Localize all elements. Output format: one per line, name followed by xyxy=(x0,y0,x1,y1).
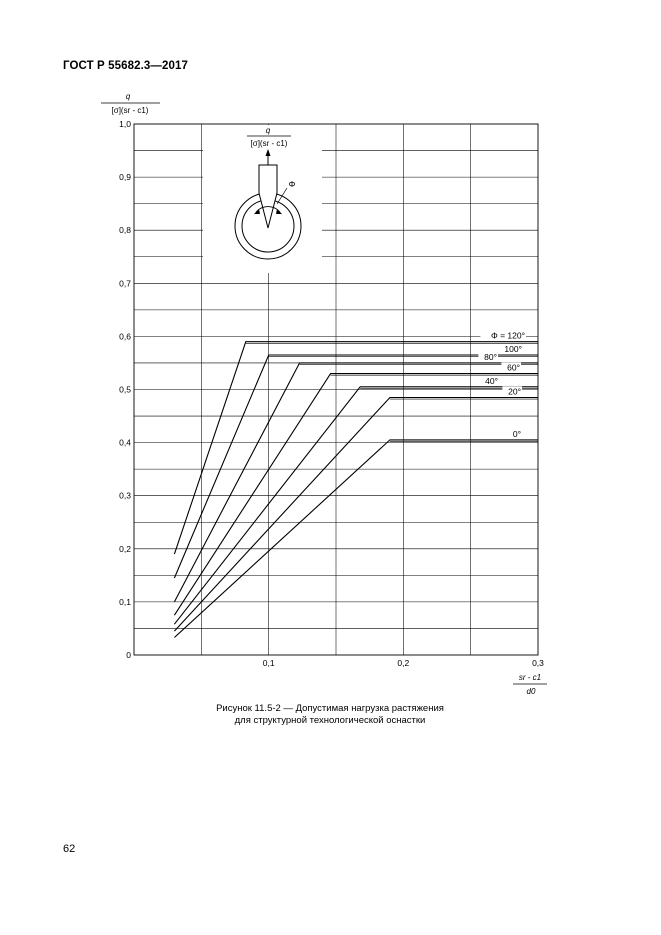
chart-grid xyxy=(134,124,538,655)
page-number: 62 xyxy=(63,843,76,855)
series-label: 100° xyxy=(504,343,522,354)
series-label: Φ = 120° xyxy=(490,330,525,341)
series-line xyxy=(174,374,538,616)
y-tick-labels xyxy=(119,119,131,660)
y-tick-label: 0,6 xyxy=(119,331,131,342)
y-axis-label-numerator: q xyxy=(125,92,131,101)
series-line xyxy=(174,398,538,632)
y-tick-label: 0 xyxy=(126,650,131,660)
y-axis-label-denominator: [σ](sr - c1) xyxy=(111,106,149,115)
series-label: 60° xyxy=(507,362,520,373)
y-axis-label xyxy=(101,92,160,115)
figure-caption-line-2: для структурной технологической оснастки xyxy=(234,715,426,726)
x-tick-label: 0,1 xyxy=(262,658,275,668)
inset-label-denominator: [σ](sr - c1) xyxy=(250,139,288,148)
y-tick-label: 0,8 xyxy=(119,225,131,236)
inset-label-numerator: q xyxy=(265,126,271,135)
x-axis-label-numerator: sr - c1 xyxy=(518,673,542,682)
chart-series xyxy=(174,331,538,638)
y-tick-label: 1,0 xyxy=(119,119,131,129)
series-line xyxy=(174,440,538,638)
series-label: 40° xyxy=(485,375,498,386)
y-tick-label: 0,3 xyxy=(119,490,131,501)
y-tick-label: 0,5 xyxy=(119,384,131,395)
x-tick-label: 0,2 xyxy=(397,658,410,668)
figure-caption xyxy=(160,703,500,727)
y-tick-label: 0,7 xyxy=(119,278,131,289)
y-tick-label: 0,1 xyxy=(119,596,131,607)
series-line xyxy=(174,387,538,624)
document-header: ГОСТ Р 55682.3—2017 xyxy=(63,60,188,72)
figure-caption-line-1: Рисунок 11.5-2 — Допустимая нагрузка растяжения xyxy=(216,703,444,714)
x-tick-labels xyxy=(263,658,544,668)
series-label: 80° xyxy=(484,351,497,362)
inset-diagram xyxy=(203,125,322,273)
series-label: 0° xyxy=(512,428,521,439)
y-tick-label: 0,4 xyxy=(119,437,131,448)
x-axis-label xyxy=(513,673,547,696)
y-tick-label: 0,2 xyxy=(119,543,131,554)
y-tick-label: 0,9 xyxy=(119,172,131,183)
inset-angle-label: Φ xyxy=(288,179,296,189)
series-label: 20° xyxy=(508,386,521,397)
x-axis-label-denominator: d0 xyxy=(526,687,536,696)
x-tick-label: 0,3 xyxy=(532,658,544,668)
